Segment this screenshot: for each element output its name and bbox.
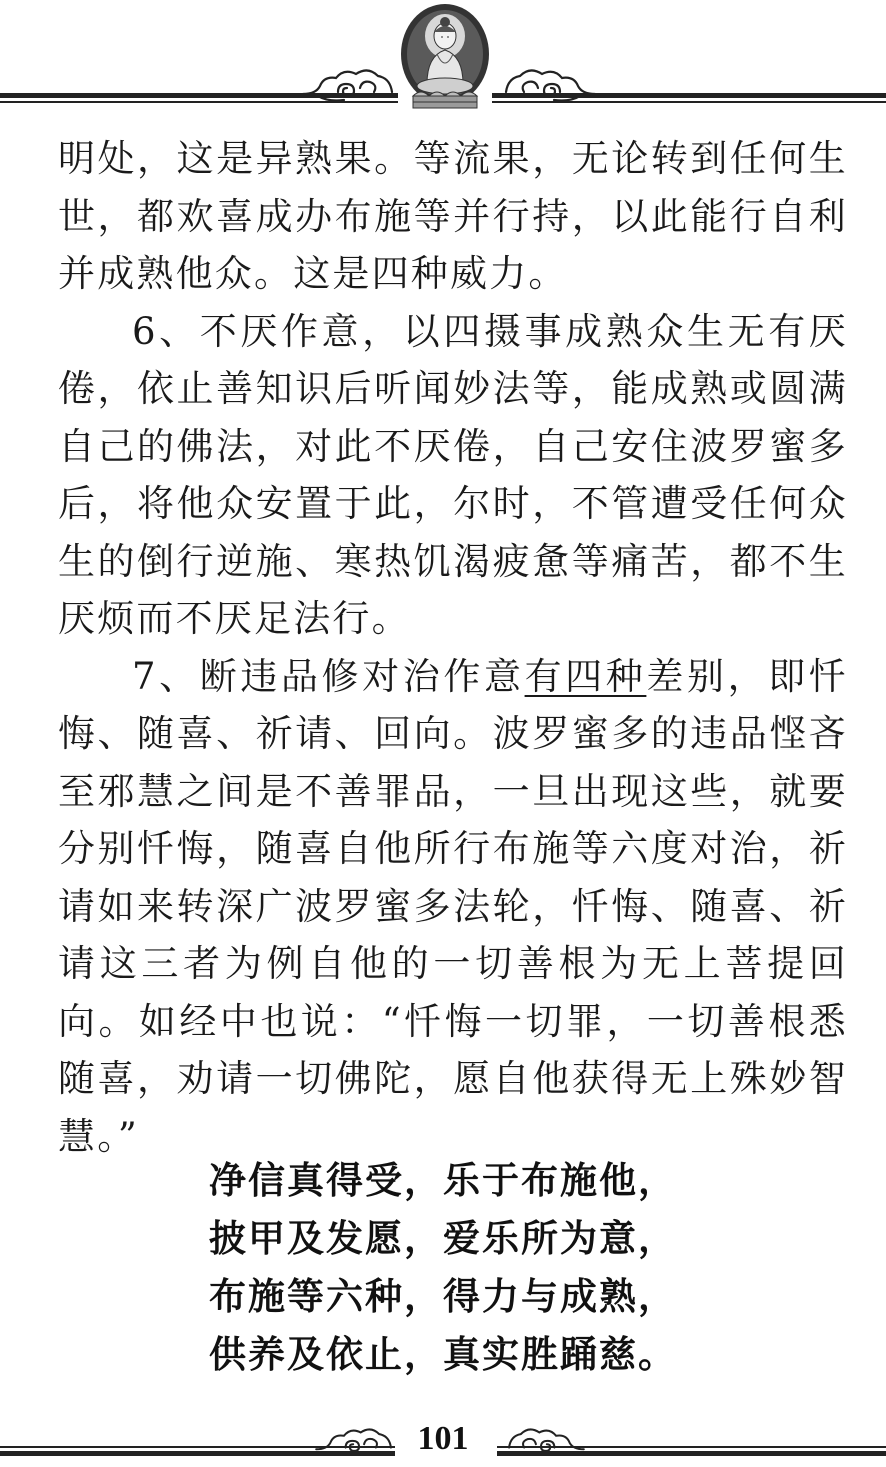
underlined-phrase: 有四种: [524, 654, 647, 698]
verse-block: [0, 1152, 886, 1384]
paragraph-item-7: [58, 648, 848, 1166]
verse-line: 布施等六种，得力与成熟，: [209, 1275, 677, 1318]
buddha-icon: [397, 2, 493, 114]
verse-line: 净信真得受，乐于布施他，: [209, 1159, 677, 1202]
cloud-scroll-icon: [298, 58, 398, 108]
paragraph-item-7-body: 差别，即忏悔、随喜、祈请、回向。波罗蜜多的违品悭吝至邪慧之间是不善罪品，一旦出现这些，就要分别忏悔，随喜自他所行布施等六度对治，祈请如来转深广波罗蜜多法轮，忏悔、随喜、祈请这三者为例自他的一切善根为无上菩提回向。如经中也说：“忏悔一切罪，一切善根悉随喜，劝请一切佛陀，愿自他获得无上殊妙智慧。”: [58, 654, 849, 1158]
main-content: [58, 130, 848, 1165]
page-number: 101: [417, 1420, 469, 1457]
page-header: [0, 0, 886, 120]
paragraph-continuation: 明处，这是异熟果。等流果，无论转到任何生世，都欢喜成办布施等并行持，以此能行自利并成熟他众。这是四种威力。: [58, 137, 848, 295]
cloud-scroll-icon: [500, 58, 600, 108]
verse-line: 供养及依止，真实胜踊慈。: [209, 1333, 677, 1376]
paragraph-item-6: 6、不厌作意，以四摄事成熟众生无有厌倦，依止善知识后听闻妙法等，能成熟或圆满自己的佛法，对此不厌倦，自己安住波罗蜜多后，将他众安置于此，尔时，不管遭受任何众生的倒行逆施、寒热饥渴疲惫等痛苦，都不生厌烦而不厌足法行。: [58, 309, 848, 640]
cloud-scroll-icon: [504, 1418, 588, 1462]
verse-line: 披甲及发愿，爱乐所为意，: [209, 1217, 677, 1260]
cloud-scroll-icon: [312, 1418, 396, 1462]
paragraph-item-7-lead: 7、断违品修对治作意: [132, 654, 525, 698]
